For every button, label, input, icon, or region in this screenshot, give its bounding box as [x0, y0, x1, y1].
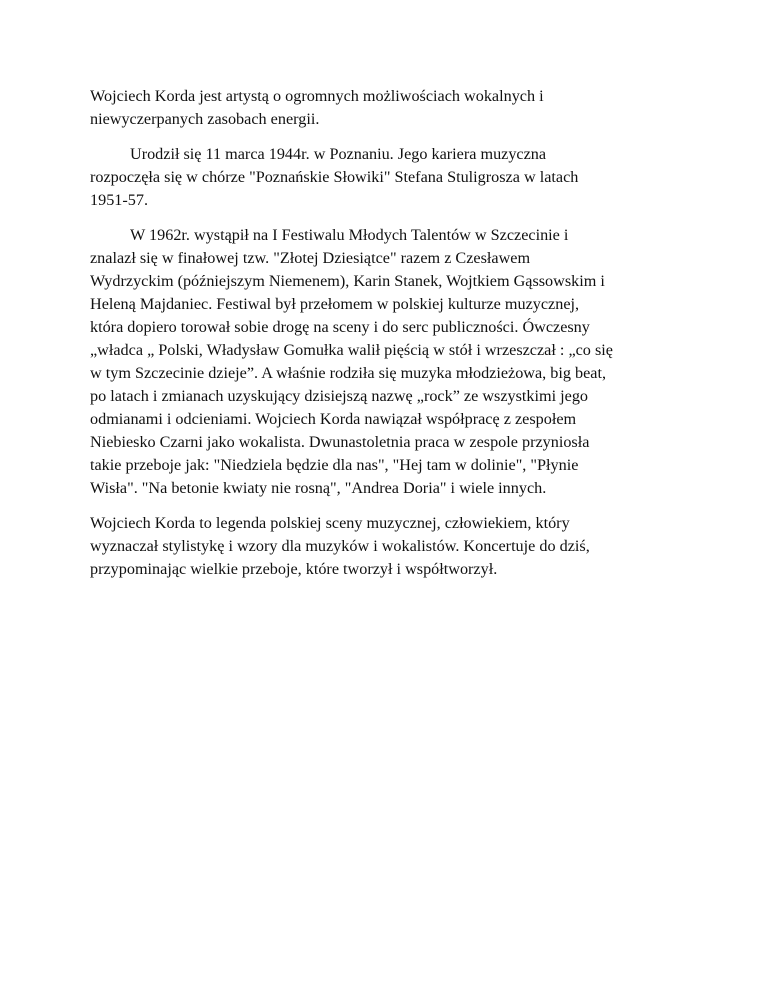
paragraph-birth: Urodził się 11 marca 1944r. w Poznaniu. Jego kariera muzyczna rozpoczęła się w chórze "Poznańskie Słowiki" Stefana Stuligrosza w latach 1951-57.	[90, 145, 579, 209]
paragraph-legacy: Wojciech Korda to legenda polskiej sceny muzycznej, człowiekiem, który wyznaczał stylistykę i wzory dla muzyków i wokalistów. Koncertuje do dziś, przypominając wielkie przeboje, które tworzył i współtworzył.	[90, 514, 590, 578]
paragraph-intro: Wojciech Korda jest artystą o ogromnych możliwościach wokalnych i niewyczerpanych zasobach energii.	[90, 87, 544, 128]
paragraph-career: W 1962r. wystąpił na I Festiwalu Młodych Talentów w Szczecinie i znalazł się w finałowej tzw. "Złotej Dziesiątce" razem z Czesławem Wydrzyckim (późniejszym Niemenem), Karin Stanek, Wojtkiem Gąssowskim i Heleną Majdaniec. Festiwal był przełomem w polskiej kulturze muzycznej, która dopiero torował sobie drogę na sceny i do serc publiczności. Ówczesny „władca „ Polski, Władysław Gomułka walił pięścią w stół i wrzeszczał : „co się w tym Szczecinie dzieje”. A właśnie rodziła się muzyka młodzieżowa, big beat, po latach i zmianach uzyskujący dzisiejszą nazwę „rock” ze wszystkimi jego odmianami i odcieniami. Wojciech Korda nawiązał współpracę z zespołem Niebiesko Czarni jako wokalista. Dwunastoletnia praca w zespole przyniosła takie przeboje jak: "Niedziela będzie dla nas", "Hej tam w dolinie", "Płynie Wisła". "Na betonie kwiaty nie rosną", "Andrea Doria" i wiele innych.	[90, 226, 613, 497]
document-page	[90, 85, 690, 593]
